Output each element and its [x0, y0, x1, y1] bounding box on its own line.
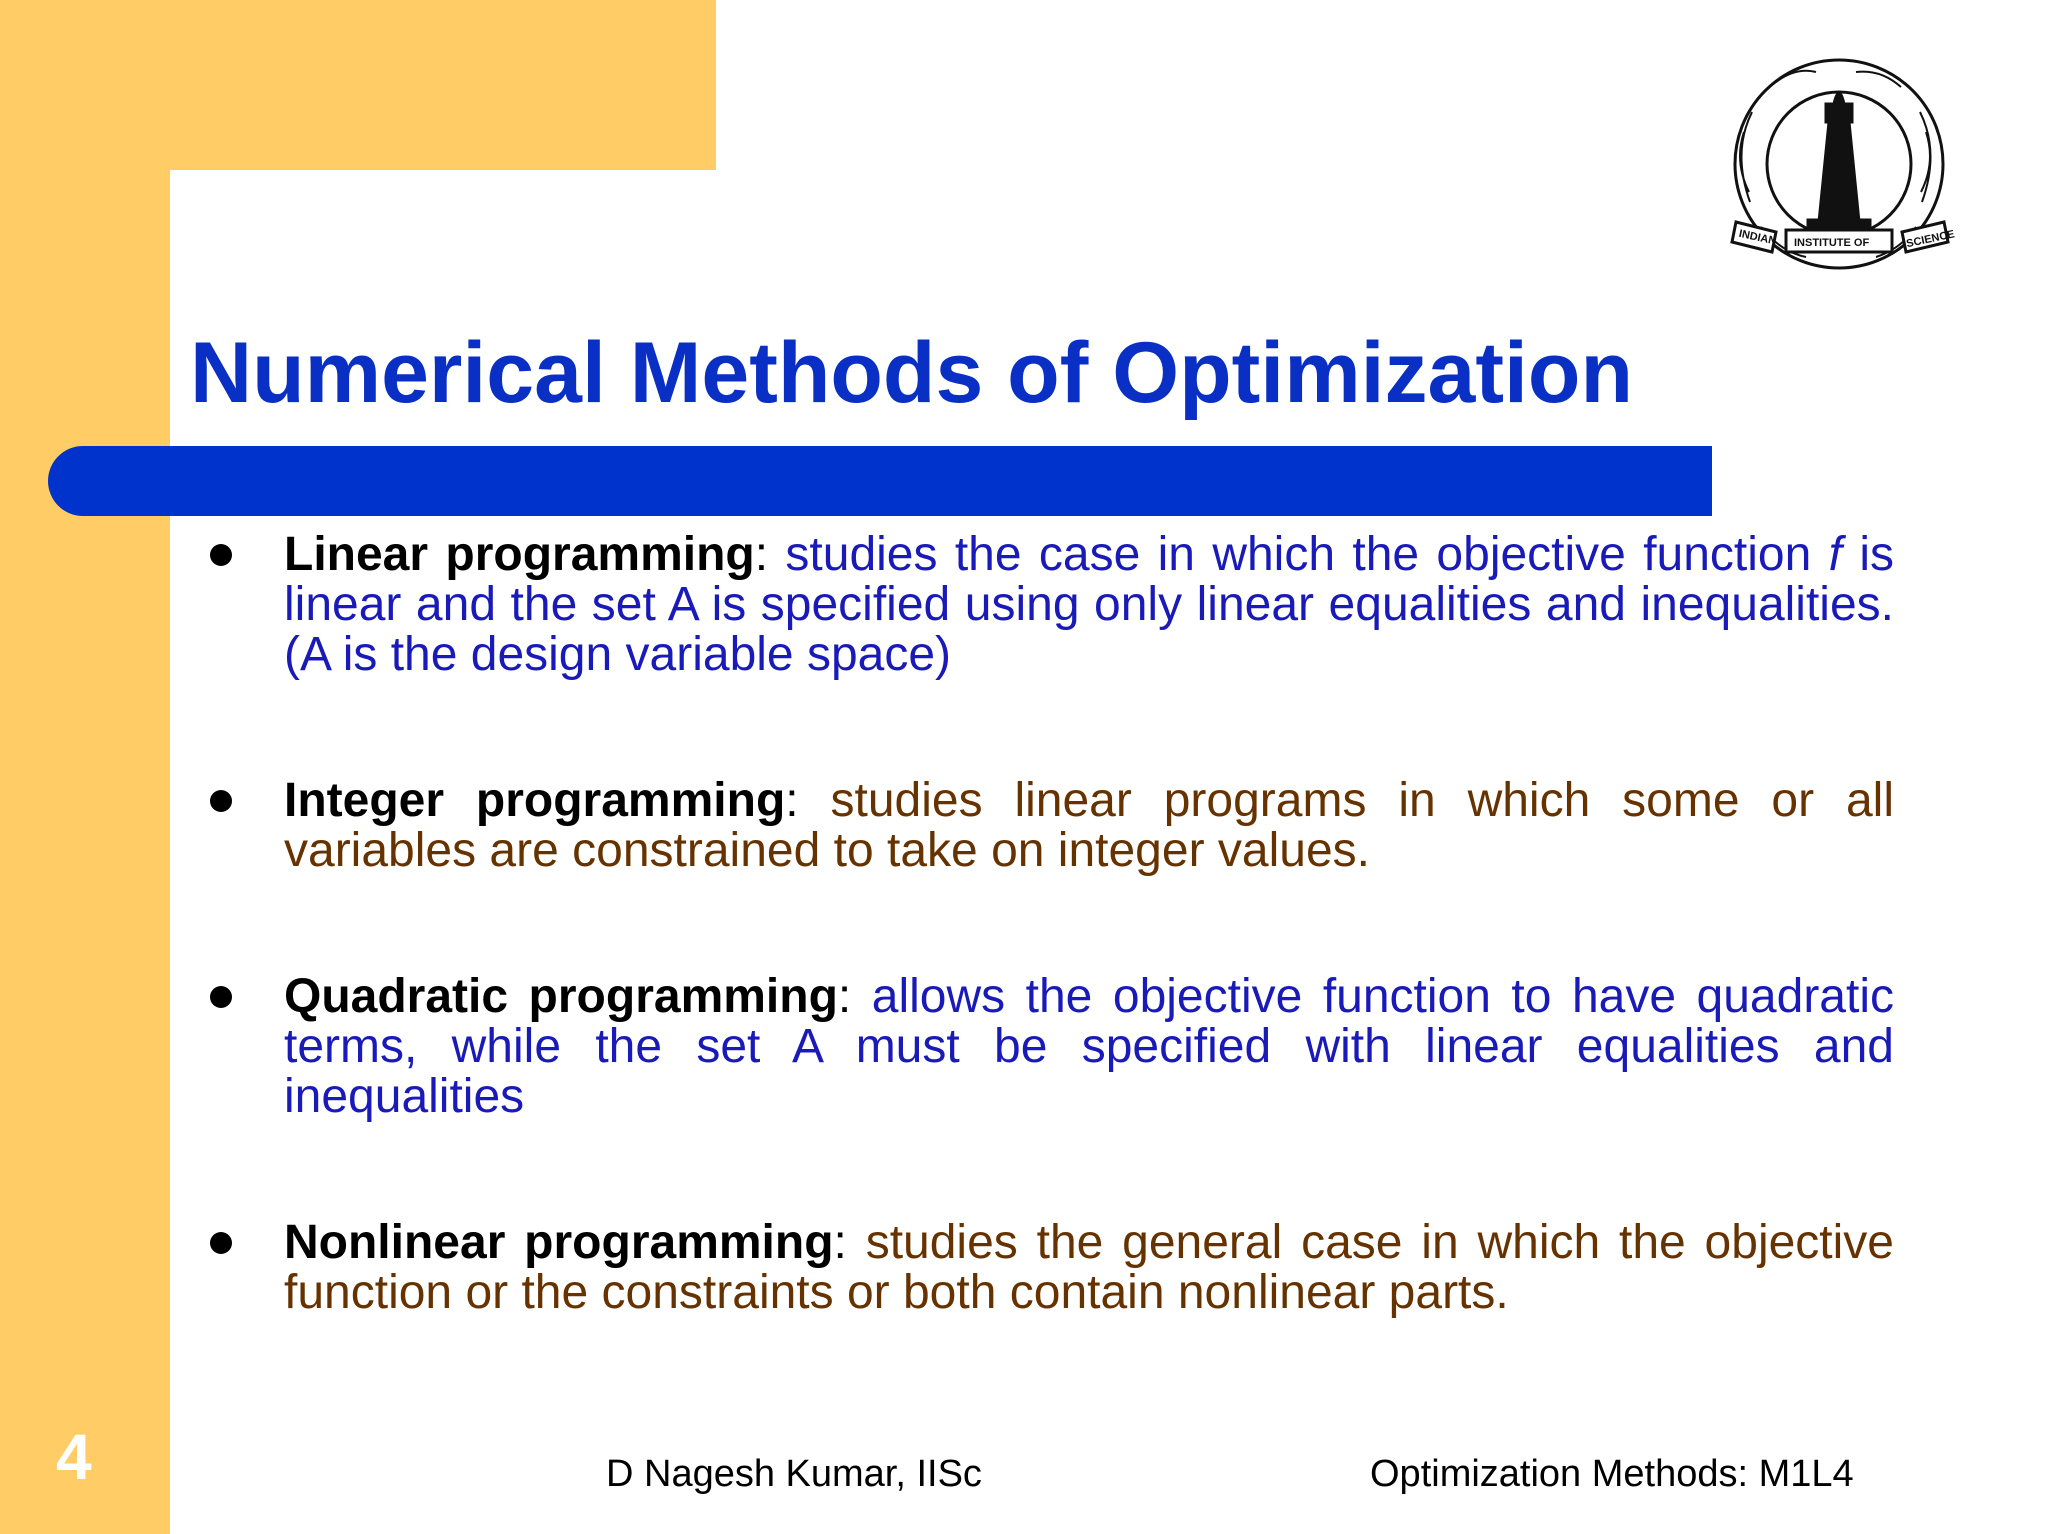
- bullet-nonlinear-programming: [200, 1218, 1894, 1318]
- bullet-description: is linear and the set A is specified using only linear equalities and inequalities. (A is the design variable space): [284, 528, 1895, 681]
- bullet-description: studies the general case in which the objective function or the constraints or both contain nonlinear parts.: [284, 1216, 1895, 1319]
- bullet-description: studies the case in which the objective function: [768, 528, 1829, 581]
- top-accent-block: [0, 0, 716, 170]
- svg-text:INDIAN: INDIAN: [1737, 227, 1778, 248]
- bullet-term: Nonlinear programming: [284, 1216, 834, 1269]
- bullet-colon: :: [837, 970, 852, 1023]
- bullet-colon: :: [833, 1216, 847, 1269]
- bullet-integer-programming: [200, 776, 1894, 876]
- slide-page-number: 4: [56, 1421, 92, 1493]
- bullet-term: Quadratic programming: [284, 970, 838, 1023]
- svg-text:INSTITUTE OF: INSTITUTE OF: [1794, 237, 1870, 249]
- bullet-dot-icon: [210, 544, 232, 566]
- bullet-term: Integer programming: [284, 774, 786, 827]
- bullet-description: allows the objective function to have quadratic terms, while the set A must be specified with linear equalities and inequalities: [284, 970, 1895, 1123]
- iisc-logo: [1716, 52, 1962, 300]
- bullet-description-italic: f: [1828, 528, 1843, 581]
- left-accent-strip: [0, 0, 170, 1534]
- bullet-colon: :: [754, 528, 769, 581]
- footer-author: D Nagesh Kumar, IISc: [606, 1453, 982, 1495]
- bullet-dot-icon: [210, 1232, 232, 1254]
- bullet-dot-icon: [210, 986, 232, 1008]
- bullet-quadratic-programming: [200, 972, 1894, 1122]
- title-underline-bar: [48, 446, 1712, 516]
- slide-title: Numerical Methods of Optimization: [190, 325, 1633, 421]
- bullet-description: studies linear programs in which some or all variables are constrained to take on integer values.: [284, 774, 1895, 877]
- bullet-term: Linear programming: [284, 528, 755, 581]
- bullet-list: [200, 530, 1900, 1318]
- bullet-dot-icon: [210, 790, 232, 812]
- footer-course: Optimization Methods: M1L4: [1370, 1453, 1854, 1495]
- bullet-linear-programming: [200, 530, 1894, 680]
- svg-text:SCIENCE: SCIENCE: [1905, 228, 1956, 251]
- bullet-colon: :: [785, 774, 799, 827]
